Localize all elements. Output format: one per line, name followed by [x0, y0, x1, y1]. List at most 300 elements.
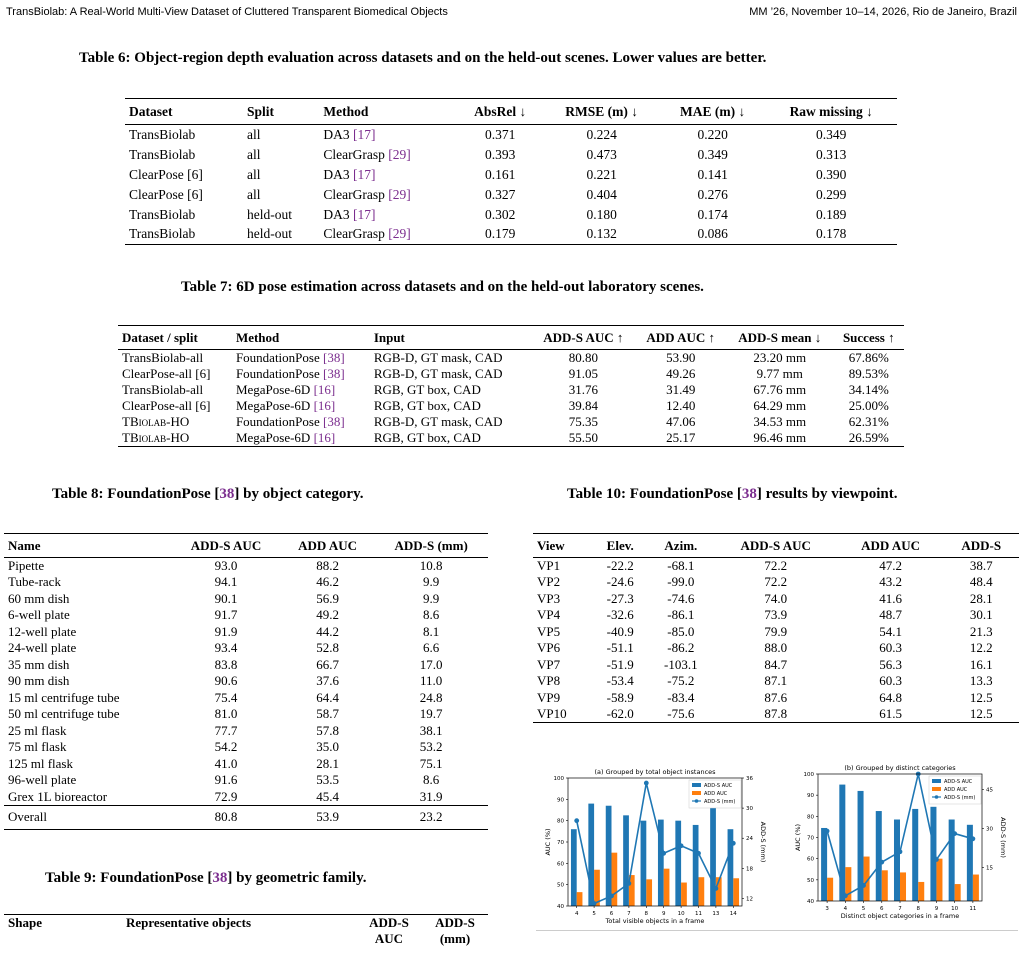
x-axis-label: Total visible objects in a frame [605, 917, 705, 925]
view-cell: VP10 [537, 706, 567, 721]
y2-tick-label: 24 [746, 836, 753, 843]
adds-mean-cell: 34.53 mm [753, 414, 807, 429]
table6-header-cell: RMSE (m) ↓ [565, 103, 639, 119]
table10-header-cell: View [537, 537, 565, 553]
x-tick-label: 13 [712, 911, 720, 917]
point-adds-mm [592, 901, 597, 906]
table-row [4, 673, 488, 690]
y-axis-label: AUC (%) [794, 823, 802, 852]
table7-header-cell: Dataset / split [122, 329, 198, 345]
bar-adds-auc [894, 820, 900, 901]
bar-add-auc [827, 878, 833, 901]
input-cell: RGB-D, GT mask, CAD [373, 366, 503, 381]
method-name: ClearGrasp [323, 226, 385, 242]
chart-a [536, 764, 778, 930]
table8-caption-ref: 38 [219, 486, 235, 502]
y-tick-label: 70 [807, 835, 814, 842]
adds-mm-cell: 9.9 [423, 590, 440, 606]
citation-ref: [16] [313, 382, 336, 397]
table7-header-cell: Input [373, 329, 405, 345]
y-tick-label: 100 [553, 776, 564, 782]
bar-add-auc [699, 877, 705, 906]
mae-cell: 0.349 [697, 146, 728, 162]
legend-swatch-adds-auc [692, 783, 701, 787]
azim-cell: -68.1 [667, 558, 695, 573]
table-row [125, 125, 897, 145]
x-tick-label: 7 [627, 911, 631, 917]
object-name-cell: 24-well plate [8, 640, 77, 656]
table9-caption-text: ] by geometric family. [227, 870, 367, 886]
adds-mm-cell: 17.0 [419, 656, 443, 672]
table-row [533, 640, 1019, 657]
dataset-split-cell: ClearPose-all [6] [122, 366, 211, 381]
success-cell: 67.86% [848, 350, 889, 365]
bar-adds-auc [876, 811, 882, 901]
method-cell [232, 382, 370, 398]
add-auc-cell: 28.1 [316, 755, 339, 771]
method-name: FoundationPose [235, 366, 320, 381]
azim-cell: -75.2 [667, 673, 695, 689]
object-name-cell: 25 ml flask [8, 722, 67, 738]
table-row [533, 706, 1019, 723]
y-tick-label: 80 [557, 818, 564, 825]
x-tick-label: 5 [592, 911, 596, 917]
chart-title: (a) Grouped by total object instances [594, 768, 716, 776]
table-row [125, 185, 897, 205]
method-name: FoundationPose [235, 350, 320, 365]
adds-auc-cell: 77.7 [214, 722, 238, 738]
point-adds-mm [661, 851, 666, 856]
y2-tick-label: 18 [746, 866, 753, 873]
bar-add-auc [882, 870, 888, 901]
citation-ref: [16] [313, 398, 336, 413]
method-cell [319, 185, 456, 205]
bar-adds-auc [606, 806, 612, 906]
bar-adds-auc [821, 828, 827, 901]
table7-header-cell: ADD-S mean ↓ [738, 329, 822, 345]
y-tick-label: 50 [807, 877, 814, 884]
point-adds-mm [825, 829, 830, 834]
adds-auc-cell: 73.9 [764, 607, 788, 623]
method-name: DA3 [323, 126, 350, 142]
method-cell [232, 414, 370, 430]
adds-auc-cell: 87.1 [764, 673, 788, 689]
table8-caption-text: Table 8: FoundationPose [ [52, 486, 220, 502]
adds-auc-cell: 81.0 [214, 706, 238, 722]
table9-header-cell: ADD-S [369, 915, 409, 930]
adds-auc-cell: 83.8 [214, 656, 238, 672]
input-cell: RGB-D, GT mask, CAD [373, 414, 503, 429]
adds-cell: 12.5 [969, 689, 993, 705]
absrel-cell: 0.327 [484, 186, 516, 202]
add-auc-cell: 31.49 [666, 382, 696, 397]
table6-header-cell: Method [323, 103, 369, 119]
absrel-cell: 0.179 [484, 226, 516, 242]
adds-mm-cell: 11.0 [420, 673, 443, 689]
citation-ref: [38] [322, 414, 345, 429]
azim-cell: -86.2 [667, 640, 695, 656]
elev-cell: -51.9 [606, 656, 634, 672]
table10-header-cell: Elev. [606, 537, 634, 553]
table8-header-cell: ADD AUC [298, 537, 357, 553]
y2-tick-label: 45 [986, 787, 993, 794]
y2-tick-label: 36 [746, 776, 753, 782]
citation-ref: [17] [353, 166, 376, 182]
y-tick-label: 40 [557, 904, 564, 910]
table-row [118, 398, 904, 414]
adds-auc-cell: 91.7 [214, 607, 238, 623]
table-row [4, 756, 488, 773]
elev-cell: -32.6 [606, 607, 634, 623]
adds-auc-cell: 88.0 [764, 640, 788, 656]
raw-missing-cell: 0.349 [816, 126, 847, 142]
table9-caption-text: Table 9: FoundationPose [ [45, 870, 213, 886]
rmse-cell: 0.224 [586, 126, 617, 142]
table10-caption-text: Table 10: FoundationPose [ [567, 486, 742, 502]
object-name-cell: 96-well plate [8, 772, 77, 788]
bar-adds-auc [693, 825, 699, 906]
method-cell [319, 165, 456, 185]
bar-add-auc [900, 872, 906, 901]
adds-auc-cell: 90.6 [214, 673, 238, 689]
adds-auc-cell: 41.0 [214, 755, 238, 771]
table7-header-cell: ADD AUC ↑ [646, 329, 715, 345]
y-tick-label: 80 [807, 814, 814, 821]
mae-cell: 0.174 [697, 206, 728, 222]
table-row [118, 350, 904, 367]
object-name-cell: Pipette [8, 558, 45, 573]
adds-mm-cell: 31.9 [419, 788, 443, 804]
table8-header-cell: ADD-S (mm) [394, 537, 468, 553]
raw-missing-cell: 0.189 [816, 206, 847, 222]
legend-swatch-add-auc [692, 791, 701, 795]
object-name-cell: 35 mm dish [8, 656, 70, 672]
rmse-cell: 0.180 [586, 206, 617, 222]
elev-cell: -22.2 [606, 558, 634, 573]
elev-cell: -62.0 [606, 706, 634, 721]
method-name: MegaPose-6D [235, 398, 311, 413]
method-cell [319, 145, 456, 165]
legend-swatch-adds-mm-point [935, 795, 939, 799]
point-adds-mm [627, 881, 632, 886]
add-auc-cell: 58.7 [316, 706, 339, 722]
split-cell: held-out [246, 206, 292, 222]
adds-cell: 13.3 [969, 673, 993, 689]
adds-auc-cell: 39.84 [568, 398, 598, 413]
adds-auc-cell: 91.05 [568, 366, 598, 381]
view-cell: VP2 [537, 574, 561, 590]
dataset-split-cell: ClearPose-all [6] [122, 398, 211, 413]
legend-label: ADD AUC [944, 787, 968, 793]
bar-add-auc [646, 879, 652, 906]
add-auc-cell: 35.0 [316, 739, 339, 755]
object-name-cell: 50 ml centrifuge tube [8, 706, 120, 722]
mae-cell: 0.086 [697, 226, 728, 242]
add-auc-cell: 47.2 [879, 558, 902, 573]
table10-header-cell: ADD-S [961, 537, 1002, 553]
add-auc-cell: 48.7 [879, 607, 902, 623]
table-row [4, 772, 488, 789]
x-tick-label: 9 [661, 911, 666, 917]
table6-header-cell: Split [246, 103, 274, 119]
bar-add-auc [918, 882, 924, 901]
x-tick-label: 8 [644, 911, 649, 917]
point-adds-mm [970, 836, 975, 841]
view-cell: VP3 [537, 590, 561, 606]
input-cell: RGB, GT box, CAD [373, 382, 481, 397]
rmse-cell: 0.221 [586, 166, 617, 182]
mae-cell: 0.220 [697, 126, 728, 142]
method-cell [319, 125, 456, 145]
absrel-cell: 0.393 [484, 146, 516, 162]
table-row [4, 624, 488, 641]
method-cell [232, 366, 370, 382]
object-name-cell: Tube-rack [8, 574, 61, 590]
add-auc-cell: 52.8 [316, 640, 339, 656]
add-auc-cell: 53.5 [316, 772, 339, 788]
x-tick-label: 6 [880, 906, 884, 912]
chart-b [778, 764, 1018, 930]
object-name-cell: 15 ml centrifuge tube [8, 689, 120, 705]
adds-mm-cell: 53.2 [419, 739, 443, 755]
table9 [4, 914, 488, 947]
add-auc-cell: 49.26 [666, 366, 696, 381]
adds-mm-cell: 24.8 [419, 689, 443, 705]
bar-adds-auc [728, 829, 734, 906]
table-row [4, 607, 488, 624]
add-auc-cell: 57.8 [316, 722, 339, 738]
bar-add-auc [664, 869, 670, 906]
y2-axis-label: ADD-S (mm) [759, 821, 767, 863]
table9-header-cell: AUC [374, 931, 404, 946]
point-adds-mm [696, 851, 701, 856]
method-cell [319, 205, 456, 225]
method-name: FoundationPose [235, 414, 320, 429]
mae-cell: 0.276 [697, 186, 728, 202]
object-name-cell: Grex 1L bioreactor [8, 788, 108, 804]
azim-cell: -103.1 [664, 656, 698, 672]
bar-add-auc [733, 878, 739, 906]
mae-cell: 0.141 [697, 166, 728, 182]
x-tick-label: 6 [609, 911, 614, 917]
table7 [118, 325, 904, 447]
table-row [118, 382, 904, 398]
header-title: TransBiolab: A Real-World Multi-View Dataset of Cluttered Transparent Biomedical Objects [6, 6, 448, 18]
table-row [533, 574, 1019, 591]
add-auc-cell: 56.3 [879, 656, 902, 672]
view-cell: VP9 [537, 689, 561, 705]
adds-auc-cell: 87.8 [764, 706, 788, 721]
adds-mean-cell: 96.46 mm [753, 430, 807, 445]
elev-cell: -27.3 [606, 590, 634, 606]
input-cell: RGB-D, GT mask, CAD [373, 350, 503, 365]
adds-cell: 12.5 [969, 706, 993, 721]
split-cell: all [246, 186, 261, 202]
view-cell: VP4 [537, 607, 561, 623]
table-row [533, 657, 1019, 674]
adds-auc-cell: 94.1 [214, 574, 238, 590]
add-auc-cell: 43.2 [879, 574, 902, 590]
adds-auc-cell: 79.9 [764, 623, 788, 639]
point-adds-mm [609, 894, 614, 899]
dataset-cell: TransBiolab [129, 126, 196, 142]
rmse-cell: 0.132 [586, 226, 617, 242]
dataset-cell: TransBiolab [129, 206, 196, 222]
citation-ref: [38] [322, 350, 345, 365]
table10-header-cell: ADD AUC [861, 537, 921, 553]
azim-cell: -86.1 [667, 607, 695, 623]
table9-header-cell: Representative objects [126, 915, 252, 930]
x-tick-label: 9 [934, 906, 939, 912]
y2-tick-label: 30 [986, 826, 993, 833]
adds-auc-cell: 31.76 [568, 382, 598, 397]
method-name: DA3 [323, 206, 350, 222]
y-tick-label: 90 [807, 793, 814, 800]
table9-header-cell: ADD-S [435, 915, 475, 930]
table-row [533, 690, 1019, 707]
adds-mm-cell: 38.1 [419, 722, 443, 738]
dataset-split-cell: TransBiolab-all [122, 382, 204, 397]
y-tick-label: 90 [557, 797, 564, 804]
table10-header-cell: Azim. [664, 537, 698, 553]
chart-title: (b) Grouped by distinct categories [844, 764, 956, 772]
input-cell: RGB, GT box, CAD [373, 430, 481, 445]
table6-header-cell: MAE (m) ↓ [680, 103, 746, 119]
absrel-cell: 0.371 [484, 126, 516, 142]
view-cell: VP8 [537, 673, 561, 689]
dataset-cell: ClearPose [6] [129, 186, 203, 202]
y2-axis-label: ADD-S (mm) [999, 817, 1007, 858]
point-adds-mm [714, 886, 719, 891]
table10-caption [567, 486, 897, 503]
method-name: MegaPose-6D [235, 430, 311, 445]
point-adds-mm [898, 849, 903, 854]
table6-caption: Table 6: Object-region depth evaluation across datasets and on the held-out scenes. Lower values are better. [79, 50, 767, 66]
point-adds-mm [952, 831, 957, 836]
x-tick-label: 4 [843, 906, 848, 912]
citation-ref: [29] [388, 226, 411, 242]
elev-cell: -51.1 [606, 640, 634, 656]
raw-missing-cell: 0.390 [816, 166, 847, 182]
bar-adds-auc [967, 825, 973, 901]
overall-label-cell: Overall [8, 809, 47, 824]
add-auc-cell: 60.3 [879, 673, 902, 689]
add-auc-cell: 64.4 [316, 689, 339, 705]
input-cell: RGB, GT box, CAD [373, 398, 481, 413]
elev-cell: -24.6 [606, 574, 634, 590]
citation-ref: [29] [388, 186, 411, 202]
table-row [533, 607, 1019, 624]
add-auc-cell: 54.1 [879, 623, 902, 639]
y-tick-label: 60 [557, 861, 564, 868]
table-row [118, 366, 904, 382]
adds-cell: 16.1 [969, 656, 993, 672]
azim-cell: -74.6 [667, 590, 695, 606]
y-tick-label: 40 [807, 899, 814, 905]
table9-caption [45, 870, 367, 887]
table8-header-cell: Name [8, 537, 41, 553]
raw-missing-cell: 0.313 [816, 146, 847, 162]
adds-auc-cell: 93.4 [214, 640, 238, 656]
add-auc-cell: 53.9 [316, 809, 339, 824]
table-row [533, 673, 1019, 690]
y-axis-label: AUC (%) [544, 828, 552, 856]
add-auc-cell: 60.3 [879, 640, 902, 656]
split-cell: held-out [246, 226, 292, 242]
adds-mm-cell: 8.1 [423, 623, 440, 639]
citation-ref: [17] [353, 206, 376, 222]
adds-mm-cell: 19.7 [419, 706, 443, 722]
table7-header-cell: Method [235, 329, 280, 345]
adds-auc-cell: 75.4 [214, 689, 238, 705]
x-tick-label: 11 [969, 906, 977, 912]
table-row [4, 690, 488, 707]
y2-tick-label: 12 [746, 896, 753, 903]
table-row [4, 789, 488, 806]
table-row [125, 205, 897, 225]
table10-caption-text: ] results by viewpoint. [756, 486, 898, 502]
add-auc-cell: 25.17 [666, 430, 696, 445]
x-tick-label: 4 [574, 911, 579, 917]
citation-ref: [38] [322, 366, 345, 381]
table9-header-cell [122, 931, 356, 947]
table7-caption: Table 7: 6D pose estimation across datasets and on the held-out laboratory scenes. [181, 279, 704, 295]
point-adds-mm [843, 893, 848, 898]
dataset-split-cell: TransBiolab-all [122, 350, 204, 365]
add-auc-cell: 47.06 [666, 414, 696, 429]
adds-auc-cell: 80.8 [214, 809, 238, 824]
add-auc-cell: 56.9 [316, 590, 339, 606]
x-tick-label: 8 [916, 906, 920, 912]
table8-caption [52, 486, 364, 503]
table-row [4, 657, 488, 674]
y-tick-label: 50 [557, 882, 564, 889]
table9-header-cell [4, 931, 122, 947]
method-name: MegaPose-6D [235, 382, 311, 397]
table-row [4, 706, 488, 723]
y2-tick-label: 15 [986, 865, 993, 872]
table-row [4, 591, 488, 608]
legend-label: ADD AUC [704, 791, 728, 797]
table-row [125, 225, 897, 245]
adds-auc-cell: 72.2 [764, 558, 788, 573]
object-name-cell: 6-well plate [8, 607, 70, 623]
add-auc-cell: 45.4 [316, 788, 339, 804]
legend-swatch-adds-mm-point [695, 799, 699, 803]
table-row [125, 145, 897, 165]
success-cell: 34.14% [848, 382, 889, 397]
add-auc-cell: 61.5 [879, 706, 902, 721]
add-auc-cell: 12.40 [666, 398, 696, 413]
adds-cell: 12.2 [969, 640, 993, 656]
dataset-cell: ClearPose [6] [129, 166, 203, 182]
dataset-split-cell: TBiolab-HO [122, 414, 190, 429]
adds-auc-cell: 55.50 [568, 430, 598, 445]
legend-label: ADD-S AUC [944, 779, 973, 785]
adds-mean-cell: 64.29 mm [753, 398, 807, 413]
bar-adds-auc [710, 808, 716, 906]
table9-caption-ref: 38 [212, 870, 228, 886]
citation-ref: [17] [353, 126, 376, 142]
point-adds-mm [574, 818, 579, 823]
point-adds-mm [861, 883, 866, 888]
table-row [4, 739, 488, 756]
azim-cell: -85.0 [667, 623, 695, 639]
figure-charts [536, 764, 1018, 931]
success-cell: 62.31% [848, 414, 889, 429]
table6 [125, 98, 897, 245]
table6-header-cell: Dataset [129, 103, 173, 119]
